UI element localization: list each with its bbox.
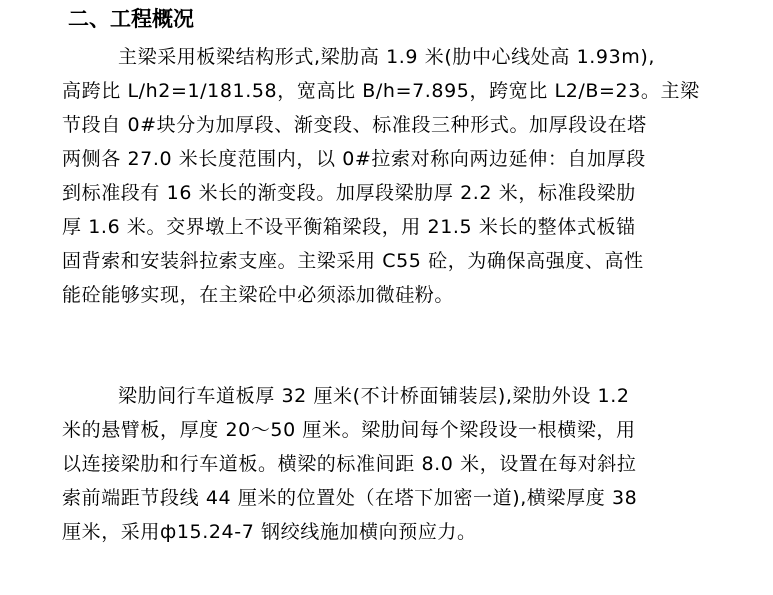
paragraph-main-girder [62,40,712,312]
text-line: 两侧各 27.0 米长度范围内，以 0#拉索对称向两边延伸：自加厚段 [62,148,646,170]
text-line: 主梁采用板梁结构形式,梁肋高 1.9 米(肋中心线处高 1.93m), [118,46,656,68]
text-line: 米的悬臂板，厚度 20～50 厘米。梁肋间每个梁段设一根横梁，用 [62,419,636,441]
text-line: 能砼能够实现，在主梁砼中必须添加微硅粉。 [62,284,455,306]
text-line: 高跨比 L/h2=1/181.58，宽高比 B/h=7.895，跨宽比 L2/B=23。主梁 [62,80,700,102]
text-line: 固背索和安装斜拉索支座。主梁采用 C55 砼，为确保高强度、高性 [62,250,644,272]
text-line: 以连接梁肋和行车道板。横梁的标准间距 8.0 米，设置在每对斜拉 [62,453,637,475]
text-line: 节段自 0#块分为加厚段、渐变段、标准段三种形式。加厚段设在塔 [62,114,647,136]
text-line: 索前端距节段线 44 厘米的位置处（在塔下加密一道),横梁厚度 38 [62,487,638,509]
paragraph-deck-slab [62,379,712,549]
section-heading: 二、工程概况 [68,7,194,31]
text-line: 厚 1.6 米。交界墩上不设平衡箱梁段，用 21.5 米长的整体式板锚 [62,216,636,238]
text-line: 到标准段有 16 米长的渐变段。加厚段梁肋厚 2.2 米，标准段梁肋 [62,182,636,204]
text-line: 梁肋间行车道板厚 32 厘米(不计桥面铺装层),梁肋外设 1.2 [118,385,630,407]
text-line: 厘米，采用ф15.24-7 钢绞线施加横向预应力。 [62,521,477,543]
